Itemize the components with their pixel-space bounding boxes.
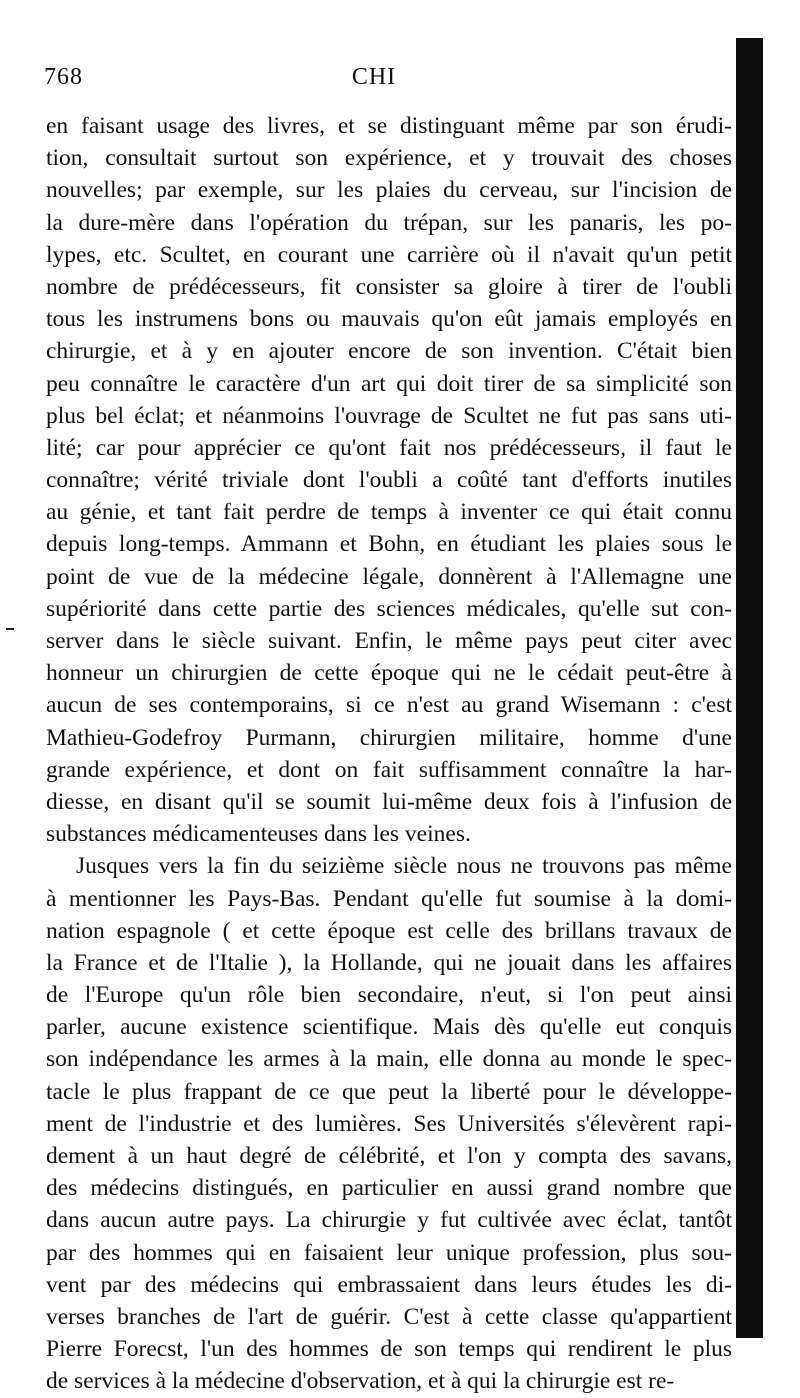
text-line: des médecins distingués, en particulier en aussi grand nombre que — [46, 1175, 732, 1202]
text-line: grande expérience, et dont on fait suffisamment connaître la har- — [46, 756, 732, 783]
text-line: la France et de l'Italie ), la Hollande, qui ne jouait dans les affaires — [46, 949, 732, 976]
page-number: 768 — [44, 64, 83, 90]
text-line: tion, consultait surtout son expérience, et y trouvait des choses — [46, 145, 732, 172]
text-line: Jusques vers la fin du seizième siècle nous ne trouvons pas même — [76, 853, 732, 880]
paragraph — [46, 110, 732, 850]
text-line: chirurgie, et à y en ajouter encore de son invention. C'était bien — [46, 338, 732, 365]
text-line: de l'Europe qu'un rôle bien secondaire, n'eut, si l'on peut ainsi — [46, 982, 732, 1009]
text-line: parler, aucune existence scientifique. Mais dès qu'elle eut conquis — [46, 1014, 732, 1041]
text-line: verses branches de l'art de guérir. C'est à cette classe qu'appartient — [46, 1303, 732, 1330]
text-line: la dure-mère dans l'opération du trépan, sur les panaris, les po- — [46, 209, 732, 236]
text-line: son indépendance les armes à la main, elle donna au monde le spec- — [46, 1046, 732, 1073]
text-line: par des hommes qui en faisaient leur unique profession, plus sou- — [46, 1239, 732, 1266]
text-line: nation espagnole ( et cette époque est celle des brillans travaux de — [46, 917, 732, 944]
text-line: depuis long-temps. Ammann et Bohn, en étudiant les plaies sous le — [46, 531, 732, 558]
scan-edge-shadow — [736, 38, 763, 1338]
text-line: peu connaître le caractère d'un art qui doit tirer de sa simplicité son — [46, 370, 732, 397]
margin-mark — [6, 628, 14, 630]
text-line: diesse, en disant qu'il se soumit lui-même deux fois à l'infusion de — [46, 788, 732, 815]
text-line: honneur un chirurgien de cette époque qui ne le cédait peut-être à — [46, 660, 732, 687]
text-line: Pierre Forecst, l'un des hommes de son temps qui rendirent le plus — [46, 1336, 732, 1363]
text-line: lité; car pour apprécier ce qu'ont fait nos prédécesseurs, il faut le — [46, 434, 732, 461]
page-header — [44, 64, 704, 98]
text-line: nouvelles; par exemple, sur les plaies du cerveau, sur l'incision de — [46, 177, 732, 204]
text-line: tous les instrumens bons ou mauvais qu'on eût jamais employés en — [46, 306, 732, 333]
text-line: plus bel éclat; et néanmoins l'ouvrage de Scultet ne fut pas sans uti- — [46, 402, 732, 429]
text-line: Mathieu-Godefroy Purmann, chirurgien militaire, homme d'une — [46, 724, 732, 751]
text-line: à mentionner les Pays-Bas. Pendant qu'elle fut soumise à la domi- — [46, 885, 732, 912]
text-line: lypes, etc. Scultet, en courant une carrière où il n'avait qu'un petit — [46, 241, 732, 268]
text-line: en faisant usage des livres, et se distinguant même par son érudi- — [46, 113, 732, 139]
text-line: server dans le siècle suivant. Enfin, le même pays peut citer avec — [46, 628, 732, 654]
text-line: dement à un haut degré de célébrité, et l'on y compta des savans, — [46, 1143, 732, 1169]
text-line: aucun de ses contemporains, si ce n'est au grand Wisemann : c'est — [46, 692, 732, 719]
text-line: de services à la médecine d'observation, et à qui la chirurgie est re- — [46, 1368, 675, 1395]
body-text — [46, 110, 732, 1398]
text-line: supériorité dans cette partie des sciences médicales, qu'elle sut con- — [46, 595, 732, 622]
text-line: dans aucun autre pays. La chirurgie y fut cultivée avec éclat, tantôt — [46, 1207, 732, 1234]
text-line: connaître; vérité triviale dont l'oubli a coûté tant d'efforts inutiles — [46, 467, 732, 494]
paragraph — [46, 850, 732, 1397]
running-head: CHI — [351, 64, 397, 90]
text-line: point de vue de la médecine légale, donnèrent à l'Allemagne une — [46, 563, 732, 590]
text-line: ment de l'industrie et des lumières. Ses Universités s'élevèrent rapi- — [46, 1110, 732, 1137]
text-line: au génie, et tant fait perdre de temps à inventer ce qui était connu — [46, 499, 732, 526]
text-line: substances médicamenteuses dans les veines. — [46, 821, 471, 848]
text-line: nombre de prédécesseurs, fit consister sa gloire à tirer de l'oubli — [46, 273, 732, 300]
text-line: tacle le plus frappant de ce que peut la liberté pour le développe- — [46, 1078, 732, 1105]
text-line: vent par des médecins qui embrassaient dans leurs études les di- — [46, 1271, 732, 1298]
